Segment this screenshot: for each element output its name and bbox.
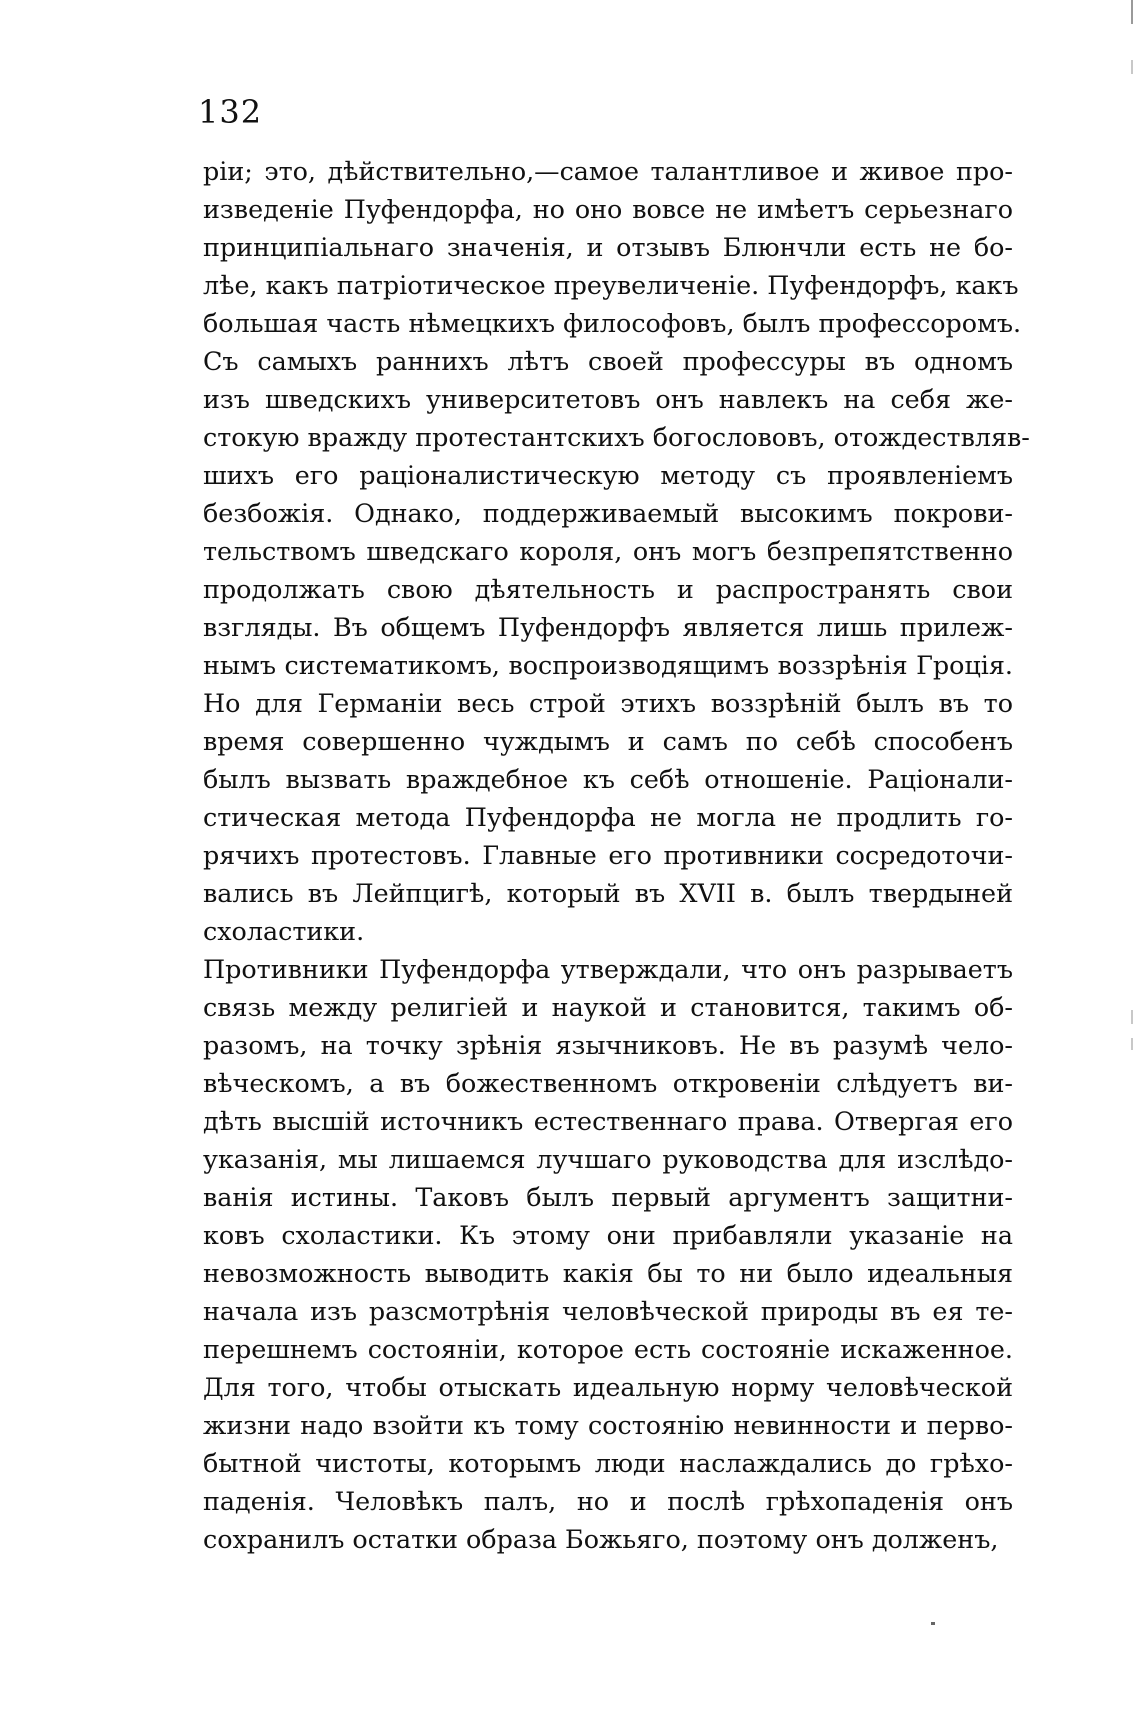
text-line: нымъ систематикомъ, воспроизводящимъ воззрѣнiя Гроцiя. (203, 650, 1013, 680)
text-line: стическая метода Пуфендорфа не могла не продлить го- (203, 802, 1013, 832)
text-line: тельствомъ шведскаго короля, онъ могъ безпрепятственно (203, 536, 1013, 566)
text-line: паденiя. Человѣкъ палъ, но и послѣ грѣхопаденiя онъ (203, 1486, 1013, 1516)
text-lines (203, 152, 1030, 1558)
text-line: указанiя, мы лишаемся лучшаго руководства для изслѣдо- (203, 1144, 1013, 1174)
text-line: схоластики. (203, 916, 365, 946)
text-line: шихъ его рацiоналистическую методу съ проявленiемъ (203, 460, 1013, 490)
text-line: былъ вызвать враждебное къ себѣ отношенiе. Рацiонали- (203, 764, 1013, 794)
text-line: лѣе, какъ патрiотическое преувеличенiе. Пуфендорфъ, какъ (203, 270, 1019, 300)
body-text (203, 152, 1030, 1558)
text-line: перешнемъ состоянiи, которое есть состоянiе искаженное. (203, 1334, 1013, 1364)
text-line: продолжать свою дѣятельность и распространять свои (203, 574, 1013, 604)
text-line: вались въ Лейпцигѣ, который въ XVII в. былъ твердыней (203, 878, 1013, 908)
text-line: piи; это, дѣйствительно,—самое талантливое и живое про- (203, 156, 1013, 186)
text-line: ковъ схоластики. Къ этому они прибавляли указанiе на (203, 1220, 1013, 1250)
text-line: изъ шведскихъ университетовъ онъ навлекъ на себя же- (203, 384, 1013, 414)
text-line: Противники Пуфендорфа утверждали, что онъ разрываетъ (203, 954, 1013, 984)
text-line: Съ самыхъ раннихъ лѣтъ своей профессуры въ одномъ (203, 346, 1013, 376)
text-line: стокую вражду протестантскихъ богослововъ, отождествляв- (203, 422, 1030, 452)
scan-speck (931, 1622, 935, 1625)
text-line: связь между религiей и наукой и становится, такимъ об- (203, 992, 1013, 1022)
text-line: бытной чистоты, которымъ люди наслаждались до грѣхо- (203, 1448, 1013, 1478)
text-line: принципiальнаго значенiя, и отзывъ Блюнчли есть не бо- (203, 232, 1013, 262)
page-number: 132 (198, 93, 263, 131)
text-line: вѣческомъ, а въ божественномъ откровенiи слѣдуетъ ви- (203, 1068, 1013, 1098)
text-line: безбожiя. Однако, поддерживаемый высокимъ покрови- (203, 498, 1013, 528)
scan-edge-mark (1131, 1038, 1133, 1050)
text-line: рячихъ протестовъ. Главные его противники сосредоточи- (203, 840, 1013, 870)
text-line: время совершенно чуждымъ и самъ по себѣ способенъ (203, 726, 1013, 756)
text-line: изведенiе Пуфендорфа, но оно вовсе не имѣетъ серьезнаго (203, 194, 1013, 224)
text-line: большая часть нѣмецкихъ философовъ, былъ профессоромъ. (203, 308, 1022, 338)
text-line: ванiя истины. Таковъ былъ первый аргументъ защитни- (203, 1182, 1013, 1212)
text-line: сохранилъ остатки образа Божьяго, поэтому онъ долженъ, (203, 1524, 999, 1554)
scan-edge-mark (1131, 1010, 1133, 1024)
text-line: Для того, чтобы отыскать идеальную норму человѣческой (203, 1372, 1013, 1402)
text-line: невозможность выводить какiя бы то ни было идеальныя (203, 1258, 1013, 1288)
text-line: взгляды. Въ общемъ Пуфендорфъ является лишь прилеж- (203, 612, 1013, 642)
scan-edge-mark (1131, 60, 1133, 74)
text-line: жизни надо взойти къ тому состоянiю невинности и перво- (203, 1410, 1013, 1440)
text-line: начала изъ разсмотрѣнiя человѣческой природы въ ея те- (203, 1296, 1013, 1326)
text-line: дѣть высшiй источникъ естественнаго права. Отвергая его (203, 1106, 1013, 1136)
text-line: разомъ, на точку зрѣнiя язычниковъ. Не въ разумѣ чело- (203, 1030, 1013, 1060)
text-line: Но для Германiи весь строй этихъ воззрѣнiй былъ въ то (203, 688, 1013, 718)
scan-edge-mark (1131, 0, 1133, 24)
